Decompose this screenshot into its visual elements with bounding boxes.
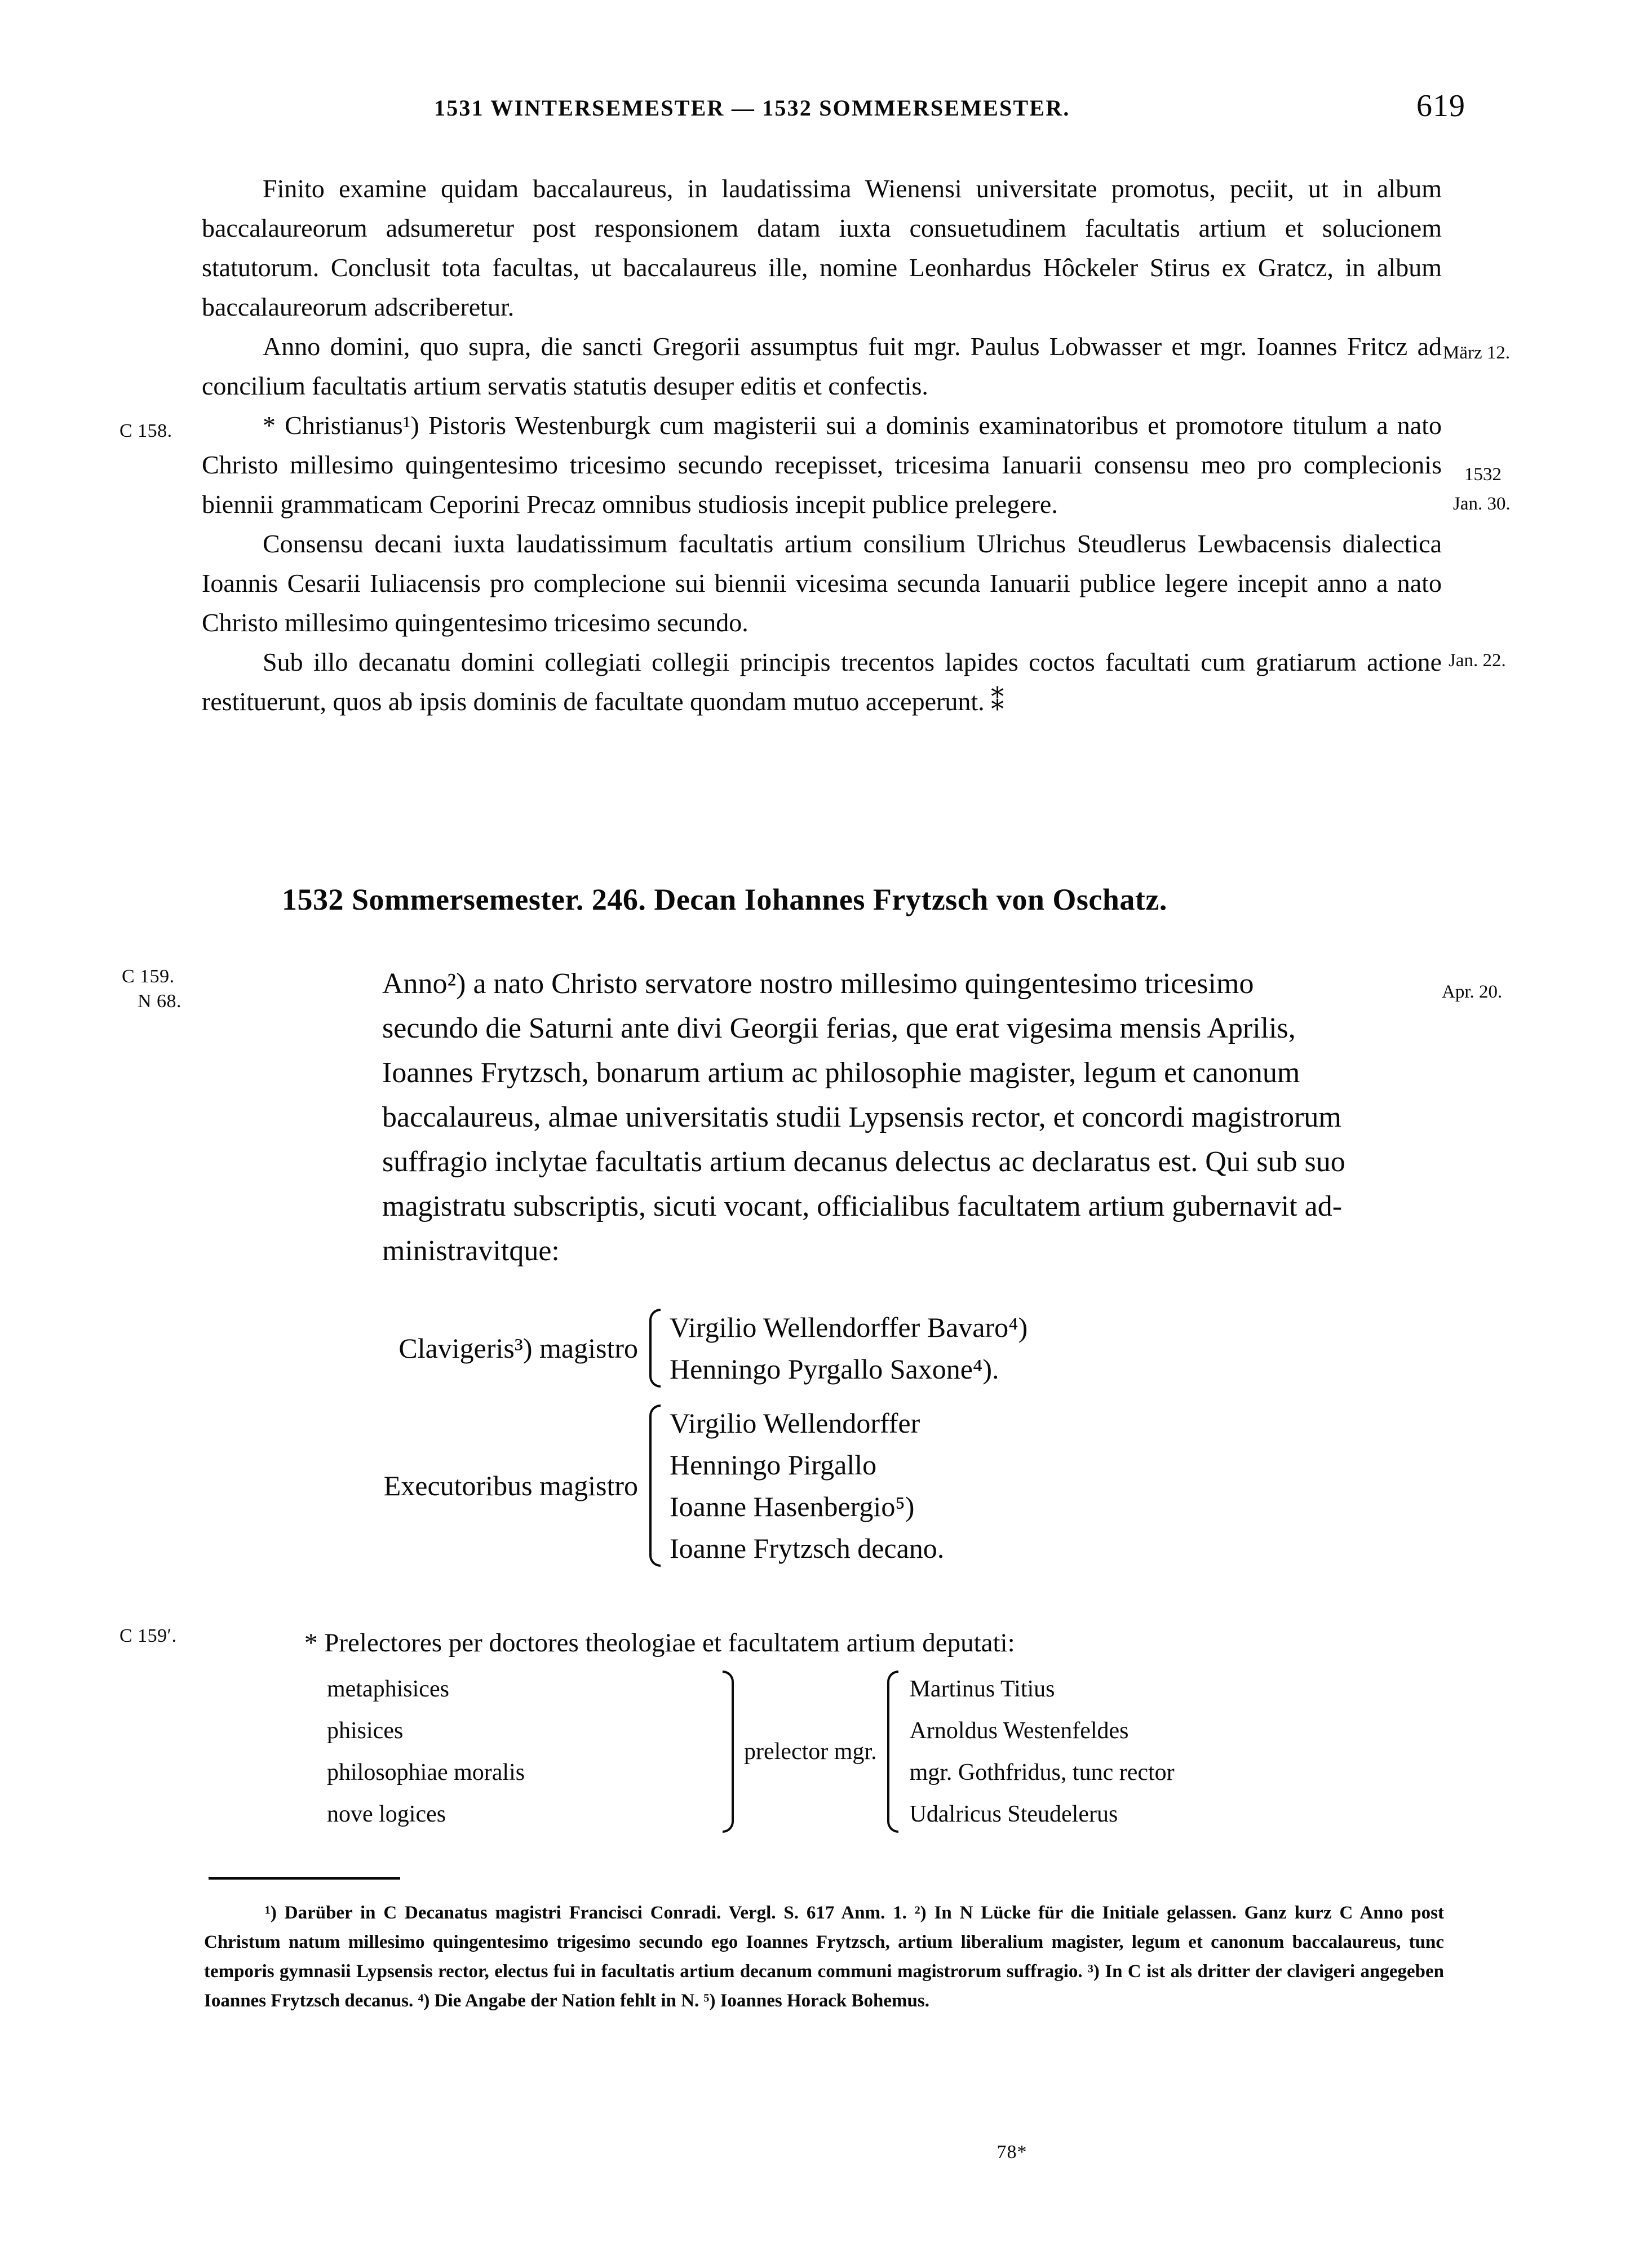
footnotes-block: ¹) Darüber in C Decanatus magistri Francisci Conradi. Vergl. S. 617 Anm. 1. ²) In N Lücke für die Initiale gelassen. Ganz kurz C Anno post Christum natum millesimo quingentesimo trigesimo secundo ego Ioannes Frytzsch, artium liberalium magister, legum et canonum baccalaureus, tunc temporis gymnasii Lypsensis rector, electus fui in facultatis artium decanum communi magistrorum suffragio. ³) In C ist als dritter der clavigeri angegeben Ioannes Frytzsch decanus. ⁴) Die Angabe der Nation fehlt in N. ⁵) Ioannes Horack Bohemus. <box>204 1903 1444 2011</box>
prelectores-subject-2: phisices <box>327 1718 404 1744</box>
paragraph-anno-domini: Anno domini, quo supra, die sancti Gregorii assumptus fuit mgr. Paulus Lobwasser et mgr. Ioannes Fritcz ad concilium facultatis artium servatis statutis desuper editis et confectis. <box>202 332 1442 400</box>
right-brace-icon <box>721 1668 738 1835</box>
prelectores-name-4: Udalricus Steudelerus <box>909 1801 1118 1827</box>
decree-line-6: magistratu subscriptis, sicuti vocant, officialibus facultatem artium gubernavit ad- <box>382 1190 1343 1222</box>
prelectores-subject-1: metaphisices <box>327 1676 449 1702</box>
decree-line-4: baccalaureus, almae universitatis studii Lypsensis rector, et concordi magistrorum <box>382 1101 1341 1133</box>
prelectores-subjects <box>327 1668 721 1835</box>
footnote-separator-rule <box>209 1877 400 1880</box>
margin-note-jan-30: Jan. 30. <box>1453 494 1511 514</box>
executores-item-2: Henningo Pirgallo <box>670 1449 877 1481</box>
executores-item-4: Ioanne Frytzsch decano. <box>670 1532 945 1564</box>
margin-note-1532: 1532 <box>1464 464 1502 485</box>
siglum-c159-prime: C 159ʹ. <box>119 1625 177 1646</box>
sheet-signature-label: 78* <box>996 2142 1027 2163</box>
prelectores-names <box>900 1668 1175 1835</box>
decree-line-1: Anno²) a nato Christo servatore nostro millesimo quingentesimo tricesimo <box>382 968 1254 1000</box>
left-brace-icon <box>883 1668 900 1835</box>
siglum-c158: C 158. <box>119 420 172 441</box>
main-text-block <box>202 169 1442 721</box>
left-brace-icon <box>646 1402 661 1569</box>
prelectores-table <box>327 1668 1175 1835</box>
paragraph-christianus-pistoris: * Christianus¹) Pistoris Westenburgk cum magisterii sui a dominis examinatoribus et promotore titulum a nato Christo millesimo quingentesimo tricesimo secundo recepisset, tricesima Ianuarii consensu meo pro complecionis biennii grammaticam Ceporini Precaz omnibus studiosis incepit publice prelegere. <box>202 411 1442 519</box>
decree-line-5: suffragio inclytae facultatis artium decanus delectus ac declaratus est. Qui sub suo <box>382 1146 1345 1178</box>
decree-line-7: ministravitque: <box>382 1235 560 1267</box>
running-head-title: 1531 WINTERSEMESTER — 1532 SOMMERSEMESTER. <box>434 95 1070 121</box>
margin-note-apr-20: Apr. 20. <box>1442 982 1503 1002</box>
clavigeri-label: Clavigeris³) magistro <box>398 1332 638 1364</box>
executores-items <box>661 1402 944 1569</box>
paragraph-consensu-decani: Consensu decani iuxta laudatissimum facultatis artium consilium Ulrichus Steudlerus Lewbacensis dialectica Ioannis Cesarii Iuliacensis pro complecione sui biennii vicesima secunda Ianuarii publice legere incepit anno a nato Christo millesimo quingentesimo tricesimo secundo. <box>202 529 1442 637</box>
executores-item-1: Virgilio Wellendorffer <box>670 1407 920 1439</box>
section-heading-1532-sommersemester: 1532 Sommersemester. 246. Decan Iohannes Frytzsch von Oschatz. <box>282 883 1167 916</box>
prelectores-name-3: mgr. Gothfridus, tunc rector <box>909 1760 1175 1785</box>
siglum-n68: N 68. <box>138 991 182 1012</box>
margin-note-jan-22: Jan. 22. <box>1449 650 1506 671</box>
paragraph-finito-examine: Finito examine quidam baccalaureus, in laudatissima Wienensi universitate promotus, peciit, ut in album baccalaureorum adsumeretur post responsionem datam iuxta consuetudinem facultatis artium et solucionem statutorum. Conclusit tota facultas, ut baccalaureus ille, nomine Leonhardus Hôckeler Stirus ex Gratcz, in album baccalaureorum adscriberetur. <box>202 174 1442 321</box>
decree-line-3: Ioannes Frytzsch, bonarum artium ac philosophie magister, legum et canonum <box>382 1057 1300 1089</box>
prelectores-name-2: Arnoldus Westenfeldes <box>909 1718 1129 1744</box>
prelectores-subject-3: philosophiae moralis <box>327 1760 525 1785</box>
paragraph-sub-illo-decanatu: Sub illo decanatu domini collegiati collegii principis trecentos lapides coctos facultati cum gratiarum actione restituerunt, quos ab ipsis dominis de facultate quondam mutuo acceperunt. ⁑ <box>202 648 1442 716</box>
clavigeri-group <box>289 1306 1027 1390</box>
left-brace-icon <box>646 1306 661 1390</box>
sheet-signature <box>0 2142 1652 2163</box>
prelectores-name-1: Martinus Titius <box>909 1676 1055 1702</box>
decree-paragraph <box>316 962 1420 1273</box>
executores-group <box>289 1402 944 1569</box>
prelectores-heading: * Prelectores per doctores theologiae et facultatem artium deputati: <box>304 1628 1015 1658</box>
clavigeri-item-1: Virgilio Wellendorffer Bavaro⁴) <box>670 1311 1028 1343</box>
running-head <box>186 88 1465 134</box>
siglum-c159: C 159. <box>122 966 175 987</box>
margin-note-maerz-12: März 12. <box>1443 343 1511 363</box>
prelectores-middle-label: prelector mgr. <box>744 1739 877 1765</box>
prelectores-subject-4: nove logices <box>327 1801 446 1827</box>
executores-item-3: Ioanne Hasenbergio⁵) <box>670 1491 915 1522</box>
decree-line-2: secundo die Saturni ante divi Georgii ferias, que erat vigesima mensis Aprilis, <box>382 1012 1296 1044</box>
clavigeri-items <box>661 1306 1027 1390</box>
page-number: 619 <box>1416 88 1465 123</box>
clavigeri-item-2: Henningo Pyrgallo Saxone⁴). <box>670 1353 999 1385</box>
executores-label: Executoribus magistro <box>383 1470 638 1501</box>
